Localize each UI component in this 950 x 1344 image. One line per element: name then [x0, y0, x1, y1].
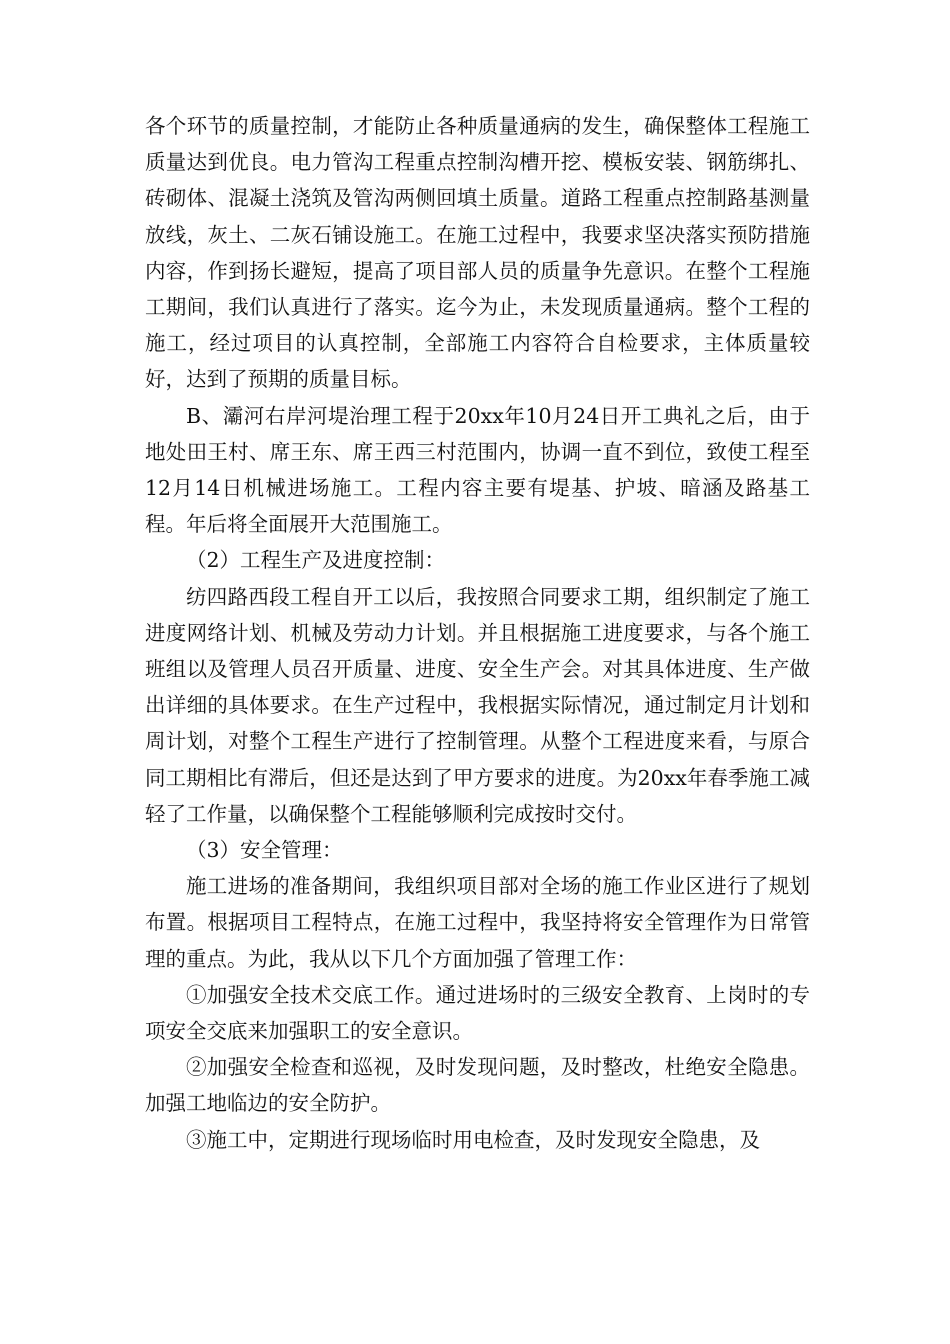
- paragraph-progress-control: 纺四路西段工程自开工以后，我按照合同要求工期，组织制定了施工进度网络计划、机械及劳动力计划。并且根据施工进度要求，与各个施工班组以及管理人员召开质量、进度、安全生产会。对其具体进度、生产做出详细的具体要求。在生产过程中，我根据实际情况，通过制定月计划和周计划，对整个工程生产进行了控制管理。从整个工程进度来看，与原合同工期相比有滞后，但还是达到了甲方要求的进度。为20xx年春季施工减轻了工作量，以确保整个工程能够顺利完成按时交付。: [145, 584, 810, 826]
- heading-progress-control: （2）工程生产及进度控制：: [186, 548, 446, 573]
- heading-safety-management: （3）安全管理：: [186, 838, 343, 863]
- document-body: [145, 108, 810, 1158]
- paragraph-quality-control: 各个环节的质量控制，才能防止各种质量通病的发生，确保整体工程施工质量达到优良。电力管沟工程重点控制沟槽开挖、模板安装、钢筋绑扎、砖砌体、混凝土浇筑及管沟两侧回填土质量。道路工程重点控制路基测量放线，灰土、二灰石铺设施工。在施工过程中，我要求坚决落实预防措施内容，作到扬长避短，提高了项目部人员的质量争先意识。在整个工程施工期间，我们认真进行了落实。迄今为止，未发现质量通病。整个工程的施工，经过项目的认真控制，全部施工内容符合自检要求，主体质量较好，达到了预期的质量目标。: [145, 114, 810, 392]
- list-item-safety-3: ③施工中，定期进行现场临时用电检查，及时发现安全隐患，及: [186, 1127, 760, 1152]
- paragraph-safety-intro: 施工进场的准备期间，我组织项目部对全场的施工作业区进行了规划布置。根据项目工程特点，在施工过程中，我坚持将安全管理作为日常管理的重点。为此，我从以下几个方面加强了管理工作：: [145, 874, 810, 971]
- paragraph-bahe-embankment: B、灞河右岸河堤治理工程于20xx年10月24日开工典礼之后，由于地处田王村、席王东、席王西三村范围内，协调一直不到位，致使工程至12月14日机械进场施工。工程内容主要有堤基、护坡、暗涵及路基工程。年后将全面展开大范围施工。: [145, 403, 810, 537]
- list-item-safety-1: ①加强安全技术交底工作。通过进场时的三级安全教育、上岗时的专项安全交底来加强职工的安全意识。: [145, 982, 810, 1044]
- list-item-safety-2: ②加强安全检查和巡视，及时发现问题，及时整改，杜绝安全隐患。加强工地临边的安全防护。: [145, 1055, 810, 1116]
